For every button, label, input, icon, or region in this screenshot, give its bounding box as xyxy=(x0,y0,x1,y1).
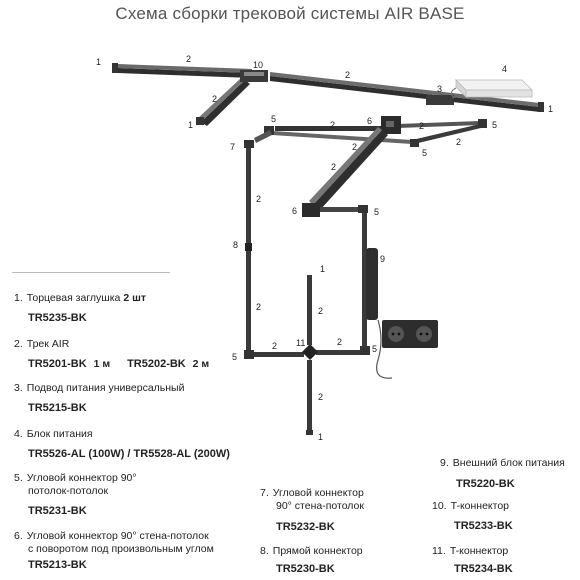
label: 5 xyxy=(422,148,428,158)
label: 2 xyxy=(456,137,462,147)
legend-code: TR5215-BK xyxy=(28,402,87,414)
power-feed xyxy=(426,95,454,105)
straight-connector-8 xyxy=(245,243,252,251)
label: 2 xyxy=(256,302,262,312)
label: 7 xyxy=(230,142,236,152)
legend-code: TR5235-BK xyxy=(28,312,87,324)
power-supply-box xyxy=(456,80,532,97)
label: 8 xyxy=(233,240,239,250)
label: 2 xyxy=(212,94,218,104)
legend-text: Угловой коннектор 90° стена-потолок xyxy=(26,530,209,542)
track-top-left xyxy=(118,64,252,78)
legend-text: T-коннектор xyxy=(450,500,510,512)
label: 1 xyxy=(320,264,326,274)
legend-code: TR5232-BK xyxy=(276,521,335,533)
divider xyxy=(12,272,170,273)
label: 5 xyxy=(271,114,277,124)
legend-number: 11. xyxy=(432,545,446,557)
legend-code: TR5213-BK xyxy=(28,559,87,571)
legend-quantity: 2 м xyxy=(192,358,210,370)
legend-code: TR5526-AL (100W) / TR5528-AL (200W) xyxy=(28,448,230,460)
legend-item-11 xyxy=(432,545,513,576)
legend-code: TR5231-BK xyxy=(28,505,87,517)
track-vertical-left-upper xyxy=(246,148,251,243)
label: 2 xyxy=(256,194,262,204)
end-cap-2 xyxy=(196,117,204,125)
label: 2 xyxy=(272,341,278,351)
label: 2 xyxy=(352,142,358,152)
legend-text: Трек AIR xyxy=(26,338,70,350)
label: 1 xyxy=(188,120,194,130)
legend-item-5 xyxy=(14,472,137,518)
legend-number: 7. xyxy=(260,487,269,499)
legend-code: TR5220-BK xyxy=(456,478,515,490)
legend-text: Блок питания xyxy=(26,428,93,440)
legend-text: 90° стена-потолок xyxy=(276,500,364,512)
legend-item-3 xyxy=(14,382,184,415)
label: 9 xyxy=(380,254,386,264)
legend-item-8 xyxy=(260,545,363,576)
label: 3 xyxy=(437,84,443,94)
label: 1 xyxy=(318,432,324,442)
legend-item-7 xyxy=(260,487,364,534)
legend-code: TR5234-BK xyxy=(454,563,513,575)
label: 6 xyxy=(367,116,373,126)
legend-text: Подвод питания универсальный xyxy=(26,382,185,394)
corner-connector-7 xyxy=(244,140,254,148)
label: 11 xyxy=(296,338,306,348)
legend-number: 6. xyxy=(14,530,23,542)
end-cap-1 xyxy=(112,63,118,73)
corner-connector-5f xyxy=(360,346,370,355)
legend-quantity: 1 м xyxy=(93,358,111,370)
legend-text: Прямой коннектор xyxy=(272,545,363,557)
legend-item-2 xyxy=(14,338,209,371)
corner-connector-5b xyxy=(478,119,487,128)
legend-text: потолок-потолок xyxy=(28,485,109,497)
legend-code: TR5202-BK xyxy=(127,358,186,370)
legend-text: Торцевая заглушка xyxy=(26,292,124,304)
track-diagonal-left xyxy=(197,78,250,126)
wall-socket xyxy=(382,320,438,348)
corner-connector-5d xyxy=(358,205,368,213)
track-bottom-left xyxy=(254,352,304,357)
label: 5 xyxy=(232,352,238,362)
end-cap-3 xyxy=(538,102,544,112)
legend-item-9 xyxy=(440,457,565,491)
legend-text: Угловой коннектор 90° xyxy=(26,472,137,484)
track-vertical-center-lower xyxy=(307,360,312,430)
external-power-unit xyxy=(366,248,378,320)
page-title: Схема сборки трековой системы AIR BASE xyxy=(115,4,465,23)
legend-number: 1. xyxy=(14,292,23,304)
legend-text: Внешний блок питания xyxy=(452,457,565,469)
label: 1 xyxy=(548,104,554,114)
angle-connector-6b xyxy=(302,203,320,217)
label: 2 xyxy=(318,392,324,402)
track-vertical-center-upper xyxy=(307,275,312,345)
label: 6 xyxy=(292,206,298,216)
legend-code: TR5201-BK xyxy=(28,358,87,370)
label: 1 xyxy=(96,57,102,67)
label: 2 xyxy=(337,337,343,347)
legend-number: 5. xyxy=(14,472,23,484)
legend-number: 2. xyxy=(14,338,23,350)
legend-text: Угловой коннектор xyxy=(272,487,364,499)
track-bottom-right xyxy=(316,350,362,355)
legend-item-4 xyxy=(14,428,230,461)
legend-number: 9. xyxy=(440,457,449,469)
label: 5 xyxy=(374,207,380,217)
legend-code: TR5230-BK xyxy=(276,563,335,575)
legend-quantity: 2 шт xyxy=(123,292,146,304)
legend-item-10 xyxy=(432,500,513,533)
legend-number: 8. xyxy=(260,545,269,557)
legend-item-1 xyxy=(14,292,146,325)
label: 10 xyxy=(253,60,264,70)
label: 2 xyxy=(345,70,351,80)
label: 5 xyxy=(372,344,378,354)
legend-number: 10. xyxy=(432,500,447,512)
end-cap-4 xyxy=(306,430,313,435)
label: 4 xyxy=(502,64,508,74)
legend-item-6 xyxy=(14,530,214,572)
track-vertical-left-lower xyxy=(246,251,251,351)
legend-code: TR5233-BK xyxy=(454,520,513,532)
legend-number: 4. xyxy=(14,428,23,440)
label: 2 xyxy=(419,121,425,131)
label: 5 xyxy=(492,120,498,130)
corner-connector-5c xyxy=(410,139,419,147)
legend-text: с поворотом под произвольным углом xyxy=(28,543,214,555)
label: 2 xyxy=(331,162,337,172)
corner-connector-5e xyxy=(244,350,254,359)
legend-text: T-коннектор xyxy=(449,545,509,557)
legend-number: 3. xyxy=(14,382,23,394)
label: 2 xyxy=(186,54,192,64)
label: 2 xyxy=(330,120,336,130)
label: 2 xyxy=(318,306,324,316)
